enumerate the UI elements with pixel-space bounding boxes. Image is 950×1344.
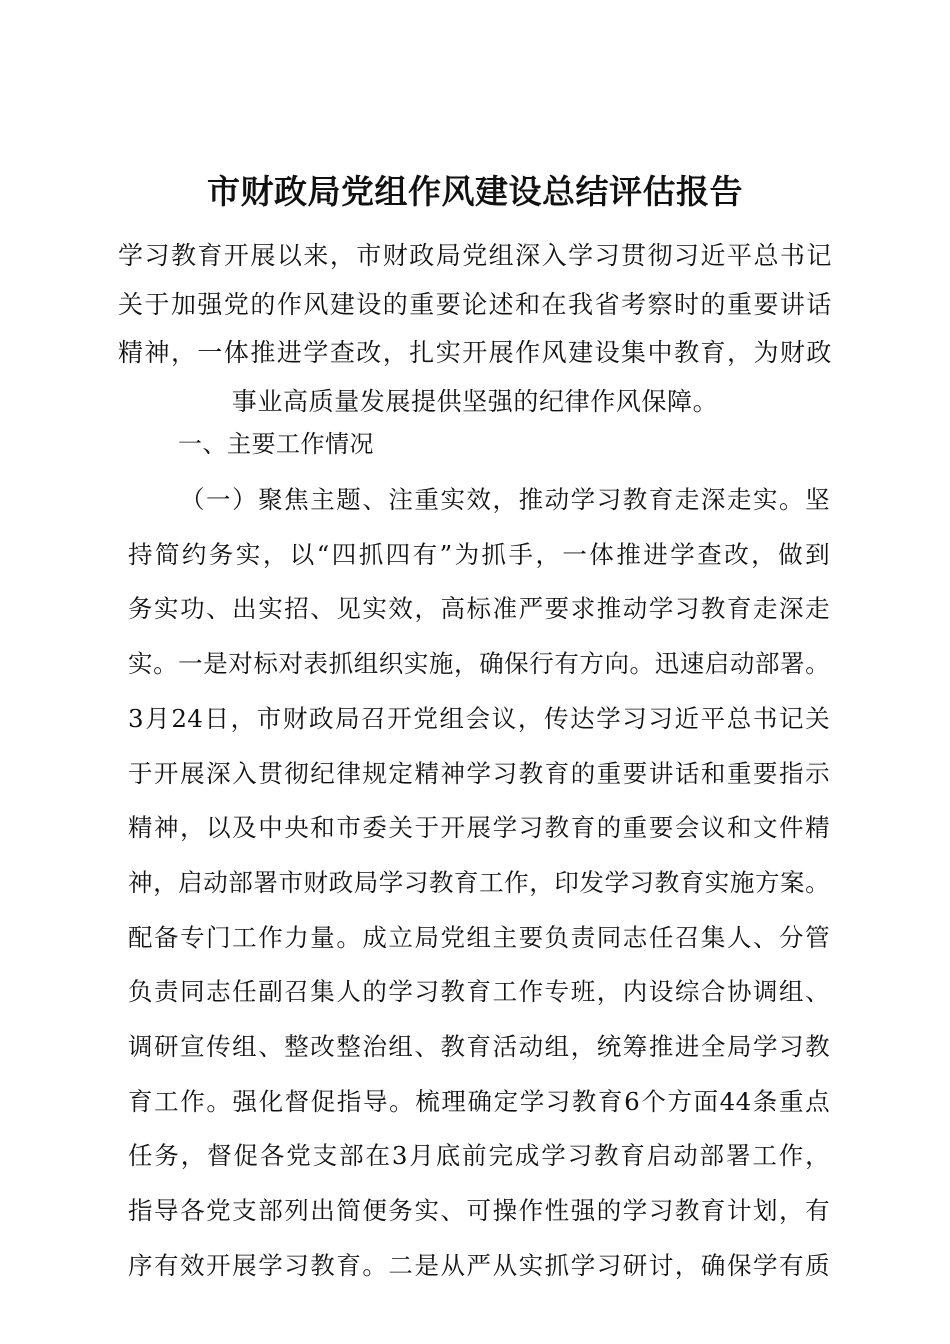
section-heading: 一、主要工作情况 [178, 430, 374, 458]
body-line: 于开展深入贯彻纪律规定精神学习教育的重要讲话和重要指示 [128, 758, 830, 788]
body-line: 育工作。强化督促指导。梳理确定学习教育6个方面44条重点 [128, 1086, 830, 1116]
body-line: 指导各党支部列出简便务实、可操作性强的学习教育计划，有 [128, 1196, 830, 1226]
body-line: 配备专门工作力量。成立局党组主要负责同志任召集人、分管 [128, 922, 830, 952]
body-line: （一）聚焦主题、注重实效，推动学习教育走深走实。坚 [180, 485, 830, 514]
body-paragraph [128, 473, 830, 1294]
intro-line: 事业高质量发展提供坚强的纪律作风保障。 [231, 386, 719, 416]
intro-line: 精神，一体推进学查改，扎实开展作风建设集中教育，为财政 [118, 338, 832, 367]
intro-line: 关于加强党的作风建设的重要论述和在我省考察时的重要讲话 [118, 289, 832, 319]
body-line: 任务，督促各党支部在3月底前完成学习教育启动部署工作， [128, 1141, 830, 1171]
body-line: 务实功、出实招、见实效，高标准严要求推动学习教育走深走 [128, 594, 830, 624]
intro-paragraph [118, 232, 832, 426]
body-line: 实。一是对标对表抓组织实施，确保行有方向。迅速启动部署。 [128, 649, 830, 679]
body-line: 精神，以及中央和市委关于开展学习教育的重要会议和文件精 [128, 813, 830, 843]
body-line: 3月24日，市财政局召开党组会议，传达学习习近平总书记关 [128, 703, 830, 733]
document-title: 市财政局党组作风建设总结评估报告 [207, 172, 743, 211]
body-line: 神，启动部署市财政局学习教育工作，印发学习教育实施方案。 [128, 867, 830, 897]
body-line: 持简约务实，以“四抓四有”为抓手，一体推进学查改，做到 [128, 539, 830, 569]
intro-line: 学习教育开展以来，市财政局党组深入学习贯彻习近平总书记 [118, 241, 832, 270]
body-line: 调研宣传组、整改整治组、教育活动组，统筹推进全局学习教 [128, 1032, 830, 1062]
body-line: 负责同志任副召集人的学习教育工作专班，内设综合协调组、 [128, 977, 830, 1007]
body-line: 序有效开展学习教育。二是从严从实抓学习研讨，确保学有质 [128, 1250, 830, 1280]
